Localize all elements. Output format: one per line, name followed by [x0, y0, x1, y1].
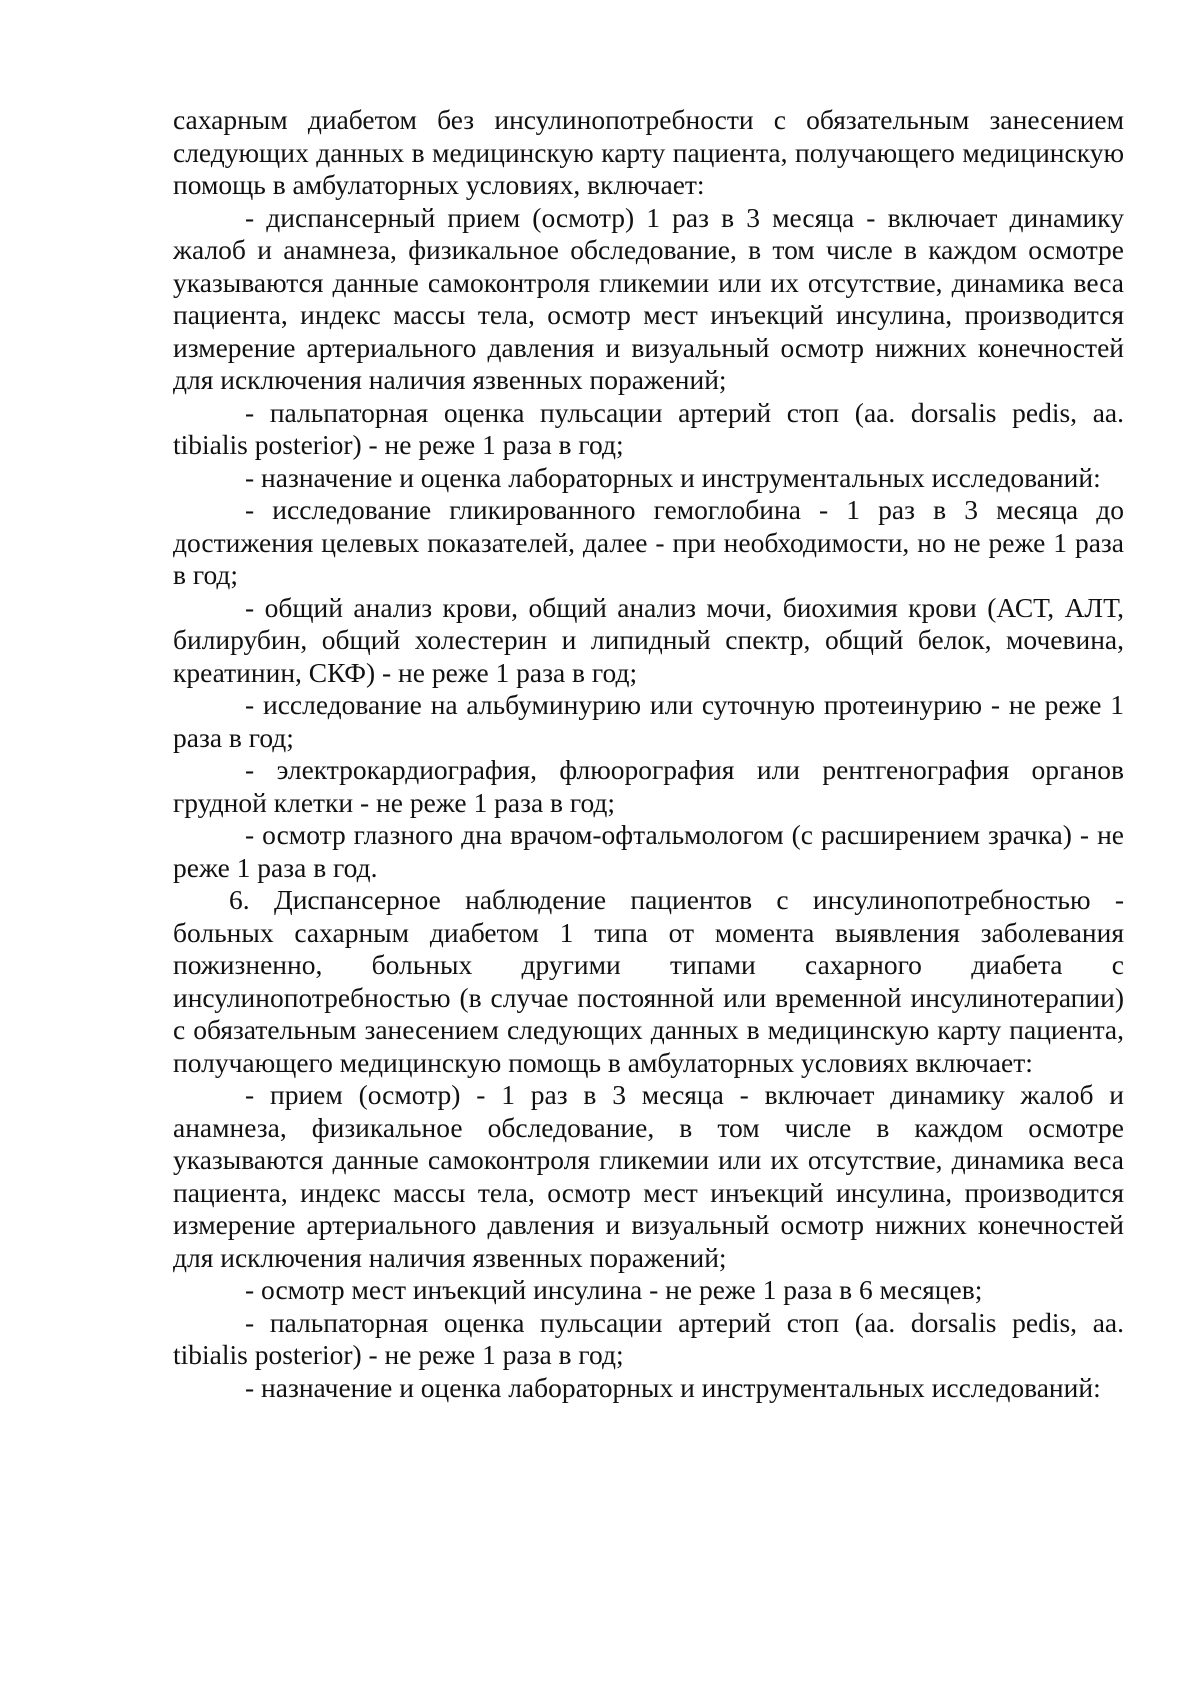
paragraph-section-6: 6. Диспансерное наблюдение пациентов с инсулинопотребностью - больных сахарным диабетом 1 типа от момента выявления заболевания пожизненно, больных другими типами сахарного диабета с инсулинопотребностью (в случае постоянной или временной инсулинотерапии) с обязательным занесением следующих данных в медицинскую карту пациента, получающего медицинскую помощь в амбулаторных условиях включает: [173, 884, 1124, 1078]
paragraph-item-dispensary-visit: - диспансерный прием (осмотр) 1 раз в 3 месяца - включает динамику жалоб и анамнеза, физикальное обследование, в том числе в каждом осмотре указываются данные самоконтроля гликемии или их отсутствие, динамика веса пациента, индекс массы тела, осмотр мест инъекций инсулина, производится измерение артериального давления и визуальный осмотр нижних конечностей для исключения наличия язвенных поражений; [173, 201, 1124, 395]
paragraph-item-foot-pulse: - пальпаторная оценка пульсации артерий стоп (aa. dorsalis pedis, aa. tibialis posterior) - не реже 1 раза в год; [173, 396, 1124, 460]
paragraph-continuation: сахарным диабетом без инсулинопотребности с обязательным занесением следующих данных в медицинскую карту пациента, получающего медицинскую помощь в амбулаторных условиях, включает: [173, 104, 1124, 200]
paragraph-item-blood-urine: - общий анализ крови, общий анализ мочи, биохимия крови (АСТ, АЛТ, билирубин, общий холестерин и липидный спектр, общий белок, мочевина, креатинин, СКФ) - не реже 1 раза в год; [173, 591, 1124, 688]
paragraph-item-lab-tests: - назначение и оценка лабораторных и инструментальных исследований: [245, 461, 1101, 493]
paragraph-item-ecg-xray: - электрокардиография, флюорография или рентгенография органов грудной клетки - не реже 1 раза в год; [173, 754, 1124, 818]
paragraph-item-eye-exam: - осмотр глазного дна врачом-офтальмологом (с расширением зрачка) - не реже 1 раза в год. [173, 819, 1124, 883]
paragraph-item-albuminuria: - исследование на альбуминурию или суточную протеинурию - не реже 1 раза в год; [173, 689, 1124, 753]
paragraph-item-foot-pulse-2: - пальпаторная оценка пульсации артерий стоп (aa. dorsalis pedis, aa. tibialis posterior) - не реже 1 раза в год; [173, 1306, 1124, 1370]
paragraph-item-lab-tests-2: - назначение и оценка лабораторных и инструментальных исследований: [245, 1371, 1101, 1403]
paragraph-item-injection-sites: - осмотр мест инъекций инсулина - не реже 1 раза в 6 месяцев; [245, 1274, 983, 1305]
paragraph-item-visit: - прием (осмотр) - 1 раз в 3 месяца - включает динамику жалоб и анамнеза, физикальное обследование, в том числе в каждом осмотре указываются данные самоконтроля гликемии или их отсутствие, динамика веса пациента, индекс массы тела, осмотр мест инъекций инсулина, производится измерение артериального давления и визуальный осмотр нижних конечностей для исключения наличия язвенных поражений; [173, 1079, 1124, 1273]
document-page [173, 104, 1124, 1404]
paragraph-item-hba1c: - исследование гликированного гемоглобина - 1 раз в 3 месяца до достижения целевых показателей, далее - при необходимости, но не реже 1 раза в год; [173, 494, 1124, 590]
